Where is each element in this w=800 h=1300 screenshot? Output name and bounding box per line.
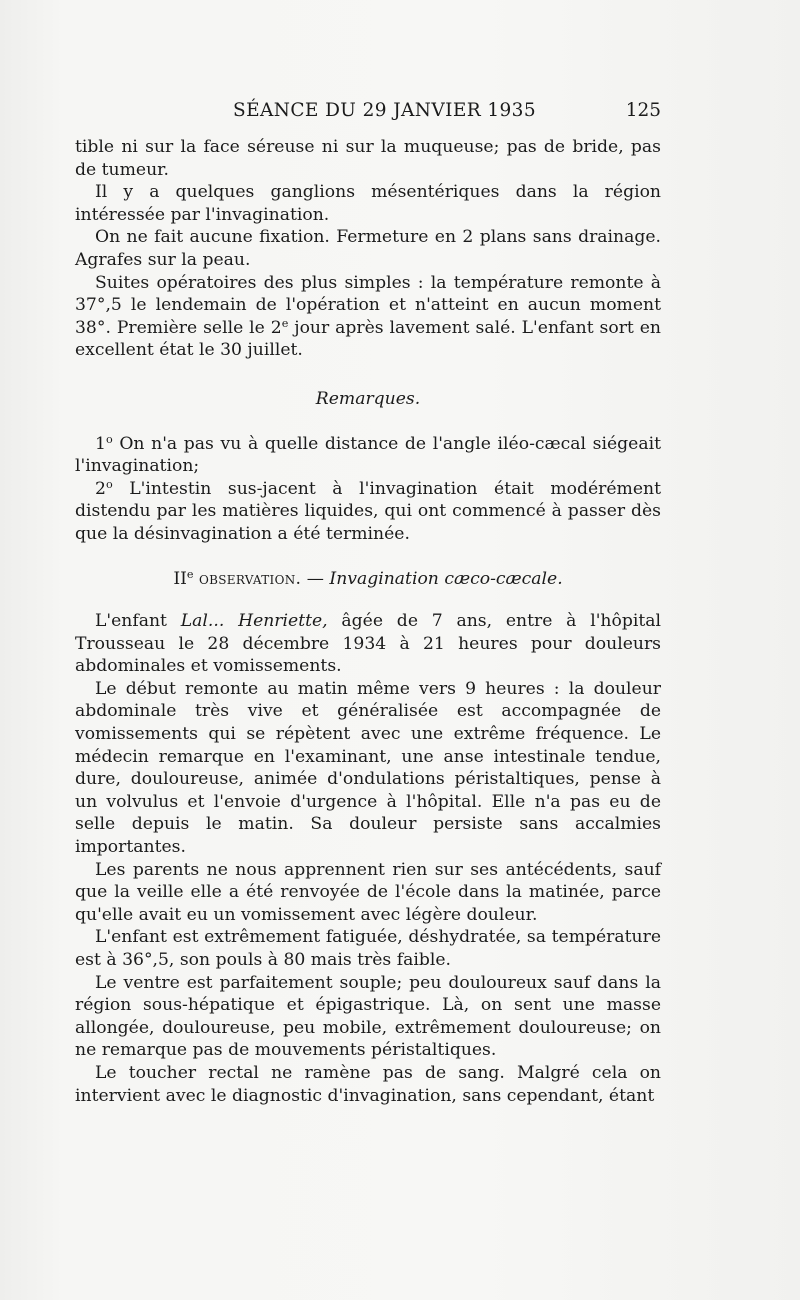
remark-1 (75, 433, 661, 478)
text-run: 2 (95, 478, 106, 499)
paragraph-etat: L'enfant est extrêmement fatiguée, déshydratée, sa température est à 36°,5, son pouls à 80 mais très faible. (75, 927, 661, 970)
text-run: L'intestin sus-jacent à l'invagination était modérément distendu par les matières liquides, qui ont commencé à passer dès que la désinvagination a été terminée. (75, 478, 661, 544)
text-run: âgée de 7 ans, entre à l'hôpital Trousseau le 28 décembre 1934 à 21 heures pour douleurs abdominales et vomissements. (75, 611, 661, 677)
patient-name: Lal... Henriette, (180, 611, 328, 632)
observation-number: II (173, 568, 187, 589)
paragraph-ganglions: Il y a quelques ganglions mésentériques dans la région intéressée par l'invagination. (75, 182, 661, 225)
text-run: 1 (95, 433, 106, 454)
superscript: e (186, 567, 194, 581)
page-number: 125 (625, 100, 661, 121)
observation-heading (75, 568, 661, 591)
remark-2 (75, 478, 661, 546)
paragraph-ventre: Le ventre est parfaitement souple; peu douloureux sauf dans la région sous-hépatique et épigastrique. Là, on sent une masse allongée, douloureuse, peu mobile, extrêmement douloureuse; on ne remarque pas de mouvements péristaltiques. (75, 972, 661, 1061)
paragraph-continuation: tible ni sur la face séreuse ni sur la muqueuse; pas de bride, pas de tumeur. (75, 137, 661, 180)
paragraph-toucher-rectal: Le toucher rectal ne ramène pas de sang. Malgré cela on intervient avec le diagnostic d'invagination, sans cependant, étant (75, 1062, 661, 1106)
running-head: SÉANCE DU 29 JANVIER 1935 (233, 100, 537, 121)
superscript: e (281, 316, 289, 330)
superscript: o (105, 477, 113, 491)
text-run: L'enfant (95, 611, 181, 632)
observation-dash: — (301, 568, 330, 589)
paragraph-antecedents: Les parents ne nous apprennent rien sur ses antécédents, sauf que la veille elle a été renvoyée de l'école dans la matinée, parce qu'elle avait eu un vomissement avec légère douleur. (75, 859, 661, 925)
observation-label: observation. (199, 568, 302, 589)
paragraph-fixation: On ne fait aucune fixation. Fermeture en 2 plans sans drainage. Agrafes sur la peau. (75, 227, 661, 270)
text-run: On n'a pas vu à quelle distance de l'angle iléo-cæcal siégeait l'invagination; (75, 433, 661, 477)
section-heading-remarques: Remarques. (315, 388, 421, 409)
paragraph-debut: Le début remonte au matin même vers 9 heures : la douleur abdominale très vive et généralisée est accompagnée de vomissements qui se répètent avec une extrême fréquence. Le médecin remarque en l'examinant, une anse intestinale tendue, dure, douloureuse, animée d'ondulations péristaltiques, pense à un volvulus et l'envoie d'urgence à l'hôpital. Elle n'a pas eu de selle depuis le matin. Sa douleur persiste sans accalmies importantes. (75, 678, 661, 858)
text-run: jour après lavement salé. L'enfant sort en excellent état le 30 juillet. (75, 317, 661, 361)
body-text (75, 136, 661, 1107)
superscript: o (105, 432, 113, 446)
page-header (75, 98, 661, 128)
text-run: Suites opératoires des plus simples : la température remonte à 37°,5 le lendemain de l'opération et n'atteint en aucun moment 38°. Première selle le 2 (75, 272, 661, 338)
paragraph-suites-operatoires (75, 272, 661, 362)
observation-title: Invagination cæco-cæcale. (329, 568, 563, 589)
paragraph-admission (75, 610, 661, 678)
